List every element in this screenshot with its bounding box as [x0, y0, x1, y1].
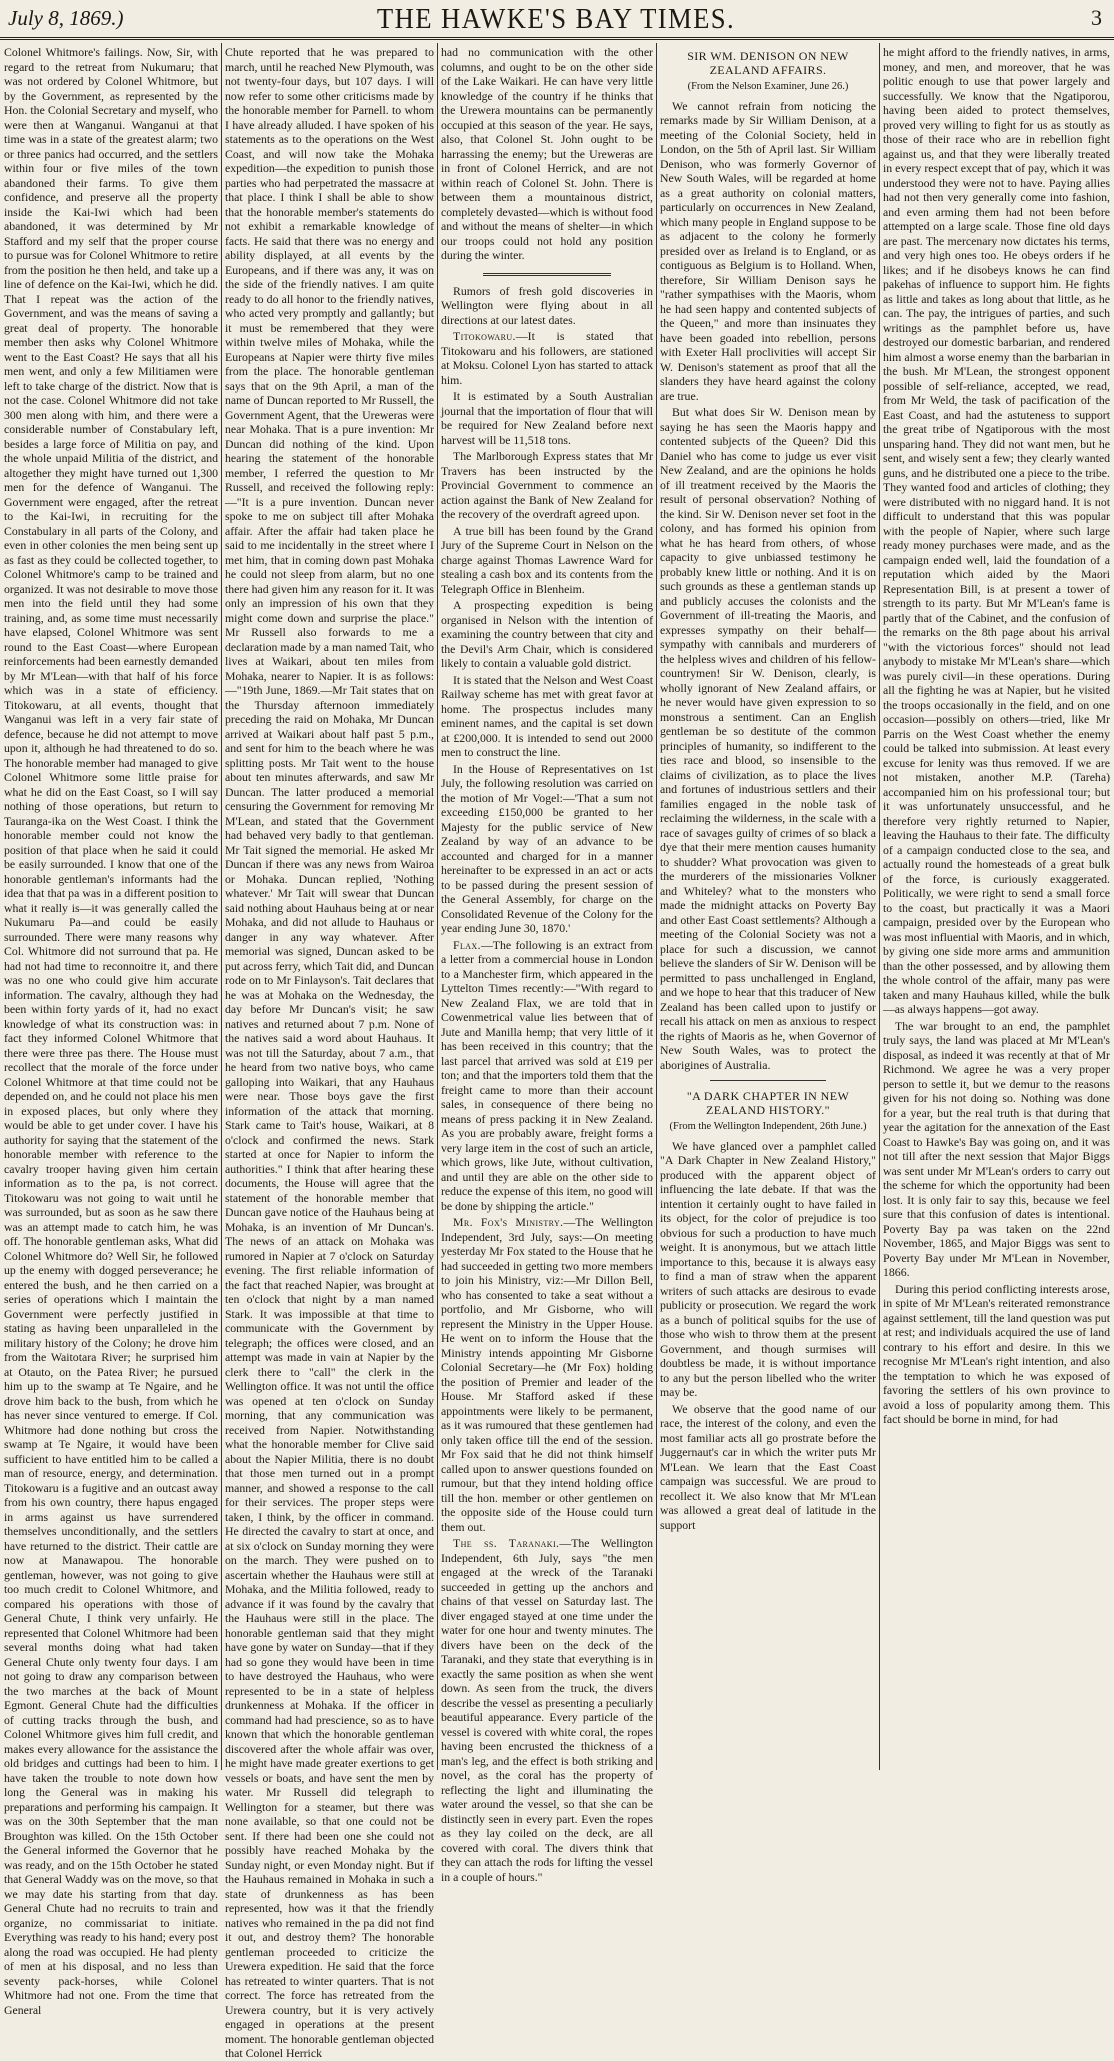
- news-item-text: It is stated that the Nelson and West Coast Railway scheme has met with great favor at home. The prospectus includes many eminent names, and the capital is set down at £200,000. It is intended to send out 2000 men to construct the line.: [441, 672, 653, 759]
- column-divider: [437, 43, 438, 1770]
- article-paragraph: But what does Sir W. Denison mean by saying he has seen the Maoris happy and contented subjects of the Queen? Did this Daniel who has come to judge us ever visit New Zealand, and are the opinions he holds of ill treatment received by the Maoris the result of personal observation? Nothing of the kind. Sir W. Denison never set foot in the colony, and has formed his opinion from what he has heard from others, of whose capacity to give unbiassed testimony he probably knew little or nothing. And it is on such grounds as these a gentleman stands up and publicly accuses the colonists and the Government of ill-treating the Maoris, and expresses sympathy on their behalf—sympathy with cannibals and murderers of the helpless wives and children of his fellow-countrymen! Sir W. Denison, clearly, is wholly ignorant of New Zealand affairs, or he never would have given expression to so monstrous a sentiment. Can an English gentleman be so destitute of the common principles of humanity, so indifferent to the ties race and blood, so insensible to the claims of civilization, as to place the lives and fortunes of industrious settlers and their families engaged in the noble task of reclaiming the wilderness, in the scale with a race of savages guilty of crimes of so black a dye that their mere mention causes humanity to shudder? What provocation was given to the murderers of the missionaries Volkner and Whiteley? what to the monsters who made the midnight attacks on Poverty Bay and other East Coast settlements? Although a meeting of the Colonial Society was not a place for such a discussion, we cannot believe the slanders of Sir W. Denison will be permitted to pass unchallenged in England, and we hope to hear that this traducer of New Zealand has been called upon to justify or recall his attack on men as anxious to respect the rights of Maoris as he, when Governor of New South Wales, was to protect the aborigines of Australia.: [660, 405, 876, 1072]
- news-item: [441, 762, 653, 936]
- article-paragraph: The war brought to an end, the pamphlet truly says, the land was placed at Mr M'Lean's disposal, as indeed it was recently at that of Mr Richmond. We agree he was a very proper person to settle it, but we demur to the reasons given for his not doing so. Nothing was done for a year, but the real truth is that during that year the agitation for the annexation of the East Coast to Hawke's Bay was going on, and it was not till after the next session that Major Biggs was sent under Mr M'Lean's orders to carry out the scheme for which the opportunity had been lost. It is only fair to say this, because we feel sure that this confusion of dates is intentional. Poverty Bay pa was taken on the 22nd November, 1865, and Major Biggs was sent to Poverty Bay under Mr M'Lean in November, 1866.: [883, 1018, 1110, 1279]
- article-paragraph: We observe that the good name of our race, the interest of the colony, and even the most familiar acts all go prostrate before the Juggernaut's car in which the writer puts Mr M'Lean. We learn that the East Coast campaign was successful. We are proud to recollect it. We also know that Mr M'Lean was allowed a great deal of latitude in the support: [660, 1401, 876, 1532]
- news-item: [441, 598, 653, 671]
- article-paragraph: had no communication with the other columns, and ought to be on the other side of the Lake Waikari. He can have very little knowledge of the country if he thinks that the Urewera mountains can be permanently occupied at this season of the year. He says, also, that Colonel St. John ought to be harrassing the enemy; but the Ureweras are in front of Colonel Herrick, and are not within reach of Colonel St. John. There is between them a mountainous district, completely devasted—which is without food and without the means of shelter—in which our troops could not hold any position during the winter.: [441, 45, 653, 262]
- news-item: [441, 449, 653, 522]
- article-heading: SIR WM. DENISON ON NEW ZEALAND AFFAIRS.: [687, 49, 849, 77]
- news-item-text: —It is stated that Titokowaru and his followers, are stationed at Moksu. Colonel Lyon has started to attack him.: [441, 329, 653, 387]
- column-1: [4, 45, 218, 2017]
- news-item-text: The Marlborough Express states that Mr Travers has been instructed by the Provincial Government to commence an action against the Bank of New Zealand for the recovery of the overdraft agreed upon.: [441, 449, 653, 521]
- article-paragraph: During this period conflicting interests arose, in spite of Mr M'Lean's reiterated remonstrance against settlement, till the land question was put at rest; and individuals acquired the use of land contrary to his effort and desire. In this we recognise Mr M'Lean's right intention, and also the temptation to which he was exposed of favoring the settlers of his own province to avoid a loss of popularity among them. This fact should be borne in mind, for had: [883, 1281, 1110, 1426]
- news-item-text: —The Wellington Independent, 6th July, says "the men engaged at the wreck of the Taranaki succeeded in getting up the anchors and chains of that vessel on Saturday last. The diver engaged stayed at one time under the water for one hour and twenty minutes. The divers have been on the deck of the Taranaki, and they state that everything is in exactly the same position as when she went down. As seen from the truck, the divers describe the vessel as presenting a peculiarly beautiful appearance. Every particle of the vessel is covered with white coral, the ropes having been encrusted the thickness of a man's leg, and the effect is both striking and novel, as the coral has the property of reflecting the light and illuminating the water around the vessel, so that she can be distinctly seen in every part. Even the ropes as they lay coiled on the deck, are all covered with coral. The divers think that they can attach the rods for lifting the vessel in a couple of hours.": [441, 1536, 653, 1884]
- article-paragraph: Chute reported that he was prepared to march, until he reached New Plymouth, was not twenty-four days, but 107 days. I will now refer to some other criticisms made by the honorable member for Parnell. to whom I have already alluded. I have spoken of his statements as to the operations on the West Coast, and will now take the Mohaka expedition—the expedition to punish those parties who had perpetrated the massacre at that place. I think I shall be able to show that the honorable member's statements do not exhibit a remarkable knowledge of facts. He said that there was no energy and ability displayed, at all events by the Europeans, and if there was any, it was on the side of the friendly natives. I am quite ready to do all honor to the friendly natives, who acted very promptly and gallantly; but it must be remembered that they were within twelve miles of Mohaka, while the Europeans at Napier were thirty five miles from the place. The honorable gentleman says that on the 9th April, a man of the name of Duncan reported to Mr Russell, the Government Agent, that the Ureweras were near Mohaka. That is a pure invention: Mr Duncan did nothing of the kind. Upon hearing the statement of the honorable member, I referred the question to Mr Russell, and received the following reply:—"It is a pure invention. Duncan never spoke to me on subject till after Mohaka affair. After the affair had taken place he said to me incidentally in the street where I met him, that in coming down past Mohaka he could not sleep from alarm, but no one there had given him any reason for it. It was only an impression of his own that they might come down and surprise the place." Mr Russell also forwards to me a declaration made by a man named Tait, who lives at Waikari, about ten miles from Mohaka, nearer to Napier. It is as follows:—"19th June, 1869.—Mr Tait states that on the Thursday afternoon immediately preceding the raid on Mohaka, Mr Duncan arrived at Waikari about half past 5 p.m., and sent for him to the beach where he was splitting posts. Mr Tait went to the house about ten minutes afterwards, and saw Mr Duncan. The latter produced a memorial censuring the Government for removing Mr M'Lean, and stated that the Government had behaved very badly to that gentleman. Mr Tait signed the memorial. He asked Mr Duncan if there was any news from Wairoa or Mohaka. Duncan replied, 'Nothing whatever.' Mr Tait will swear that Duncan said nothing about Hauhaus being at or near Mohaka, and did not allude to Hauhaus or danger in any way whatever. After memorial was signed, Duncan asked to be put across ferry, which Tait did, and Duncan rode on to Mr Finlayson's. Tait declares that he was at Mohaka on the Wednesday, the day before Mr Duncan's visit; he saw natives and returned about 7 p.m. None of the natives said a word about Hauhaus. It was not till the Saturday, about 7 a.m., that he heard from two native boys, who came galloping into Waikari, that any Hauhaus were near. Those boys gave the first information of the attack that morning. Stark came to Tait's house, Waikari, at 8 o'clock and confirmed the news. Stark started at once for Napier to inform the authorities." I think that after hearing these documents, the House will agree that the statement of the honorable member that Duncan gave notice of the Hauhaus being at Mohaka, is an invention of Mr Duncan's. The news of an attack on Mohaka was rumored in Napier at 7 o'clock on Saturday evening. The first reliable information of the fact that reached Napier, was brought at ten o'clock that night by a man named Stark. It was impossible at that time to communicate with the Government by telegraph; the offices were closed, and an attempt was made in vain at Napier by the clerk there to "call" the clerk in the Wellington office. It was not until the office was opened at ten o'clock on Sunday morning, that any communication was received from Napier. Notwithstanding what the honorable member for Clive said about the Napier Militia, there is no doubt that those men turned out in a prompt manner, and showed a response to the call for their services. The proper steps were taken, I think, by the officer in command. He directed the cavalry to start at once, and at six o'clock on Sunday morning they were on the march. They were pushed on to ascertain whether the Hauhaus were still at Mohaka, and the Militia followed, ready to advance if it was found by the cavalry that the Hauhaus were still in the place. The honorable gentleman said that they might have gone by water on Sunday—that if they had so gone they would have been in time to have destroyed the Hauhaus, who were represented to be in a state of helpless drunkenness at Mohaka. If the officer in command had had prescience, so as to have known that which the honorable gentleman discovered after the whole affair was over, he might have made greater exertions to get vessels or boats, and have sent the men by water. Mr Russell did telegraph to Wellington for a steamer, but there was none available, so that one could not be sent. If there had been one she could not possibly have reached Mohaka by the Sunday night, or even Monday night. But if the Hauhaus remained in Mohaka in such a state of drunkenness as has been represented, how was it that the friendly natives who remained in the pa did not find it out, and destroy them? The honorable gentleman proceeded to criticize the Urewera expedition. He said that the force has retreated to winter quarters. That is not correct. The force has retreated from the Urewera country, but it is very actively engaged in operations at the present moment. The honorable gentleman objected that Colonel Herrick: [225, 45, 435, 2060]
- news-item: [441, 1215, 653, 1534]
- news-item-text: In the House of Representatives on 1st July, the following resolution was carried on the motion of Mr Vogel:—'That a sum not exceeding £150,000 be granted to her Majesty for the public service of New Zealand by way of an advance to be accounted and charged for in a manner hereinafter to be expressed in an act or acts to be passed during the present session of the General Assembly, for charge on the Consolidated Revenue of the Colony for the year ending June 30, 1870.': [441, 761, 653, 935]
- column-divider: [656, 43, 657, 1770]
- news-item-text: Rumors of fresh gold discoveries in Wellington were flying about in all directions at our latest dates.: [441, 283, 653, 327]
- column-5: [883, 45, 1110, 1770]
- article-paragraph: We have glanced over a pamphlet called "A Dark Chapter in New Zealand History," produced with the apparent object of influencing the late debate. If that was the intention it certainly ought to have failed in its object, for the color of prejudice is too obvious for such a production to have much weight. It is anonymous, but we attach little importance to this, because it is always easy to find a man of straw when the apparent writers of such attacks are desirous to evade publicity or prosecution. We regard the work as a bunch of political squibs for the use of those who wish to throw them at the present Government, and though surmises will doubtless be made, it is without importance to any but the person libelled who the writer may be.: [660, 1138, 876, 1399]
- news-item-text: —The Wellington Independent, 3rd July, says:—On meeting yesterday Mr Fox stated to the House that he had succeeded in getting two more members to join his Ministry, viz:—Mr Dillon Bell, who has consented to take a seat without a portfolio, and Mr Gisborne, who will represent the Ministry in the Upper House. He went on to inform the House that the Ministry intends appointing Mr Gisborne Colonial Secretary—he (Mr Fox) holding the position of Premier and leader of the House. Mr Stafford asked if these appointments were likely to be permanent, as it was rumoured that these gentlemen had only taken office till the end of the session. Mr Fox said that he did not think himself called upon to answer questions founded on rumour, but that they intend holding office till the hon. member or other gentlemen on the opposite side of the House could turn them out.: [441, 1215, 653, 1534]
- column-4: [660, 45, 876, 1770]
- news-item: [441, 389, 653, 447]
- page-number: 3: [1091, 5, 1102, 30]
- news-item: [441, 673, 653, 760]
- news-item-text: It is estimated by a South Australian journal that the importation of flour that will be required for New Zealand before next harvest will be 11,518 tons.: [441, 389, 653, 447]
- article-source: (From the Nelson Examiner, June 26.): [687, 81, 849, 92]
- column-2: [225, 45, 435, 2060]
- news-item: [441, 524, 653, 597]
- section-divider: [483, 273, 610, 276]
- article-heading: "A DARK CHAPTER IN NEW ZEALAND HISTORY.": [686, 1089, 850, 1117]
- news-item-text: A true bill has been found by the Grand Jury of the Supreme Court in Nelson on the charge against Thomas Lawrence Ward for stealing a cash box and its contents from the Telegraph Office in Blenheim.: [441, 523, 653, 596]
- news-item-text: —The following is an extract from a letter from a commercial house in London to a Manchester firm, which appeared in the Lyttelton Times recently:—"With regard to New Zealand Flax, we are told that in Cowenmetrical value lies between that of Jute and Manilla hemp; that very little of it has been received in this country; that the last parcel that arrived was sold at £19 per ton; and that the importers told them that the freight came to more than their account sales, in consequence of there being no means of press packing it in New Zealand. As you are probably aware, freight forms a very large item in the cost of such an article, which grows, like Jute, without cultivation, and until they are able on the other side to reduce the expense of this item, no good will be done by shipping the article.": [441, 937, 653, 1213]
- news-item-lead: Titokowaru.: [453, 329, 516, 343]
- article-paragraph: We cannot refrain from noticing the remarks made by Sir William Denison, at a meeting of the Colonial Society, held in London, on the 5th of April last. Sir William Denison, who was formerly Governor of New South Wales, will be regarded at home as a great authority on colonial matters, particularly on occurrences in New Zealand, which many people in England suppose to be as adjacent to the colony he formerly presided over as Ireland is to England, or as contiguous as Belgium is to Holland. When, therefore, Sir William Denison says he "rather sympathises with the Maoris, whom he had seen happy and contented subjects of the Queen," and more than insinuates they have been goaded into rebellion, persons with Exeter Hall proclivities will accept Sir W. Denison's statement as proof that all the slanders they have heard against the colony are true.: [660, 98, 876, 403]
- news-item-text: A prospecting expedition is being organised in Nelson with the intention of examining the country between that city and the Devil's Arm Chair, which is considered likely to contain a valuable gold district.: [441, 598, 653, 670]
- news-item-lead: Mr. Fox's Ministry.: [453, 1215, 564, 1229]
- article-source: (From the Wellington Independent, 26th June.): [669, 1121, 867, 1132]
- news-item: [441, 1536, 653, 1884]
- news-item: [441, 329, 653, 387]
- column-3: [441, 45, 653, 1884]
- article-paragraph: Colonel Whitmore's failings. Now, Sir, with regard to the retreat from Nukumaru; that was not ordered by Colonel Whitmore, but by the Government, as represented by the Hon. the Colonial Secretary and myself, who were then at Wanganui. Wanganui at that time was in a state of the greatest alarm; two or three panics had occurred, and the settlers within four or five miles of the town abandoned their farms. To give them confidence, and preserve all the property inside the Kai-Iwi which had been abandoned, it was determined by Mr Stafford and my self that the proper course to pursue was for Colonel Whitmore to retire from the position he then held, and take up a line of defence on the Kai-Iwi, which he did. That I repeat was the action of the Government, and was the means of saving a great deal of property. The honorable member then asks why Colonel Whitmore went to the East Coast? He says that all his men went, and only a few Militiamen were left to take charge of the district. Now that is not the case. Colonel Whitmore did not take 300 men along with him, and there were a considerable number of Constabulary left, besides a large force of Militia on pay, and the whole unpaid Militia of the district, and altogether they might have turned out 1,300 men for the defence of Wanganui. The Government were engaged, after the retreat to the Kai-Iwi, in recruiting for the Constabulary in all parts of the Colony, and even in other colonies the men being sent up as fast as they could be collected together, to Colonel Whitmore's camp to be trained and organized. It was not desirable to move those men into the field until they had some training, and, as some time must necessarily have elapsed, Colonel Whitmore was sent round to the East Coast—where European reinforcements had been earnestly demanded by Mr M'Lean—with that half of his force which was in a state of efficiency. Titokowaru, at all events, thought that Wanganui was left in a very fair state of defence, because he did not attempt to move upon it, although he had threatened to do so. The honorable member had managed to give Colonel Whitmore some little praise for what he did on the East Coast, so I will say nothing of those operations, but return to Tauranga-ika on the West Coast. I think the honorable member could not know the position of that place when he said it could be easily surrounded. I know that one of the honorable gentleman's informants had the idea that that pa was in a different position to what it really is—it was generally called the Nukumaru Pa—and could be easily surrounded. There were many reasons why Col. Whitmore did not surround that pa. He had not had time to reconnoitre it, and there was no one who could give him accurate information. The cavalry, although they had been within forty yards of it, had no exact knowledge of what its construction was: in fact they informed Colonel Whitmore that there were three pas there. The House must recollect that the morale of the force under Colonel Whitmore at that time could not be depended on, and he could not place his men in exposed places, but only where they would be able to get under cover. I have his authority for saying that the statement of the honorable member with reference to the cavalry trooper having given him certain information as to the pa, is not correct. Titokowaru was not going to wait until he was surrounded, but as soon as he saw there was an attempt made to catch him, he was off. The honorable gentleman asks, What did Colonel Whitmore do? Well Sir, he followed up the enemy with dogged perseverance; he entered the bush, and he then carried on a series of operations which I maintain the Government were perfectly justified in stating as having been unparalleled in the military history of the Colony; he drove him from the Waitotara River; he surprised him at Otauto, on the Patea River; he pursued him up to the swamp at Te Ngaire, and he drove him back to the bush, from which he has never since ventured to emerge. If Col. Whitmore had done nothing but cross the swamp at Te Ngaire, it would have been sufficient to have entitled him to be called a man of resource, energy, and determination. Titokowaru is a fugitive and an outcast away from his own country, there hapus engaged in arms against us have surrendered themselves unconditionally, and the settlers have returned to the district. Their cattle are now at Manawapou. The honorable gentleman, however, was not going to give too much credit to Colonel Whitmore, and compared his operations with those of General Chute, I think very unfairly. He represented that Colonel Whitmore had been several months doing what had taken General Chute only twenty four days. I am not going to draw any comparison between the two marches at the back of Mount Egmont. General Chute had the difficulties of cutting tracks through the bush, and Colonel Whitmore gives him full credit, and makes every allowance for the assistance the old bridges and cuttings had been to him. I have taken the trouble to note down how long the General was in making his preparations and performing his campaign. It was on the 30th September that the man Broughton was killed. On the 15th October the General informed the Governor that he was ready, and on the 15th October he stated that General Waddy was on the move, so that we may date his starting from that day. General Chute had no recruits to train and organize, no commissariat to initiate. Everything was ready to his hand; every post along the road was occupied. He had plenty of men at his disposal, and no less than seventy pack-horses, while Colonel Whitmore had not one. From the time that General: [4, 45, 218, 2017]
- news-item-lead: Flax.: [453, 937, 481, 952]
- news-item-lead: The ss. Taranaki.: [453, 1536, 560, 1550]
- column-divider: [879, 43, 880, 1770]
- section-divider: [710, 1080, 827, 1081]
- article-paragraph: he might afford to the friendly natives, in arms, money, and men, and moreover, that he was politic enough to use that power largely and successfully. We know that the Ngatiporou, having been aided to protect themselves, proved very willing to fight for us as stoutly as those of their race who are in rebellion fight against us, and that they were liberally treated in every respect except that of pay, which it was understood they were not to have. Paying allies had not then very generally come into fashion, and even arming them had not been before attempted on a large scale. Those fine old days are past. The mercenary now dictates his terms, and very high ones too. He obeys orders if he likes; and if he disobeys knows he can find pakehas of influence to support him. He fights as little and takes as long about that little, as he can. The pay, the intrigues of parties, and such writings as the pamphlet before us, have destroyed our domestic barbarian, and rendered him almost a worse enemy than the barbarian in the bush. Mr M'Lean, the strongest opponent possible of self-reliance, accepted, we read, from Mr Weld, the task of pacification of the East Coast, and had the astuteness to support the great tribe of Ngatiporous with the most unsparing hand. They did not want men, but he sent, and wisely sent a few; they clearly wanted guns, and he distributed one a piece to the tribe. They wanted food and articles of clothing; they were distributed with no niggard hand. It is not difficult to understand that this was popular with the people of Napier, where such large ready money purchases were made, and as the campaign ended well, laid the foundation of a reputation which aided by the Maori Representation Bill, is at present a tower of strength to its party. But Mr M'Lean's fame is partly that of the Cabinet, and the confusion of the remarks on the 8th page about his arrival "with the victorious forces" should not lead anybody to mistake Mr M'Lean's share—which was purely civil—in these operations. During all the fighting he was at Napier, but he visited the troops occasionally in the field, and on one occasion—possibly on others—tried, like Mr Parris on the West Coast whether the enemy could be talked into submission. At least every excuse for lenity was thus removed. If we are not mistaken, another M.P. (Tareha) accompanied him on his professional tour; but it was unfortunately unsuccessful, and he therefore very rightly returned to Napier, leaving the Hauhaus to their fate. The difficulty of a campaign conducted close to the sea, and actually round the homesteads of a great bulk of the force, is curiously exaggerated. Politically, we were right to send a small force to the coast, but practically it was a Maori campaign, presided over by the European who was most influential with Maoris, and in which, by giving one side more arms and ammunition than the other possessed, and by allowing them the whole control of the affair, many pas were taken and many Hauhaus killed, while the bulk—as always happens—got away.: [883, 45, 1110, 1016]
- masthead-rule: [0, 37, 1114, 40]
- news-item: [441, 284, 653, 328]
- issue-date: July 8, 1869.): [8, 6, 124, 30]
- newspaper-title: THE HAWKE'S BAY TIMES.: [376, 3, 736, 35]
- news-item: [441, 938, 653, 1214]
- masthead: [4, 2, 1108, 35]
- column-divider: [221, 43, 222, 1770]
